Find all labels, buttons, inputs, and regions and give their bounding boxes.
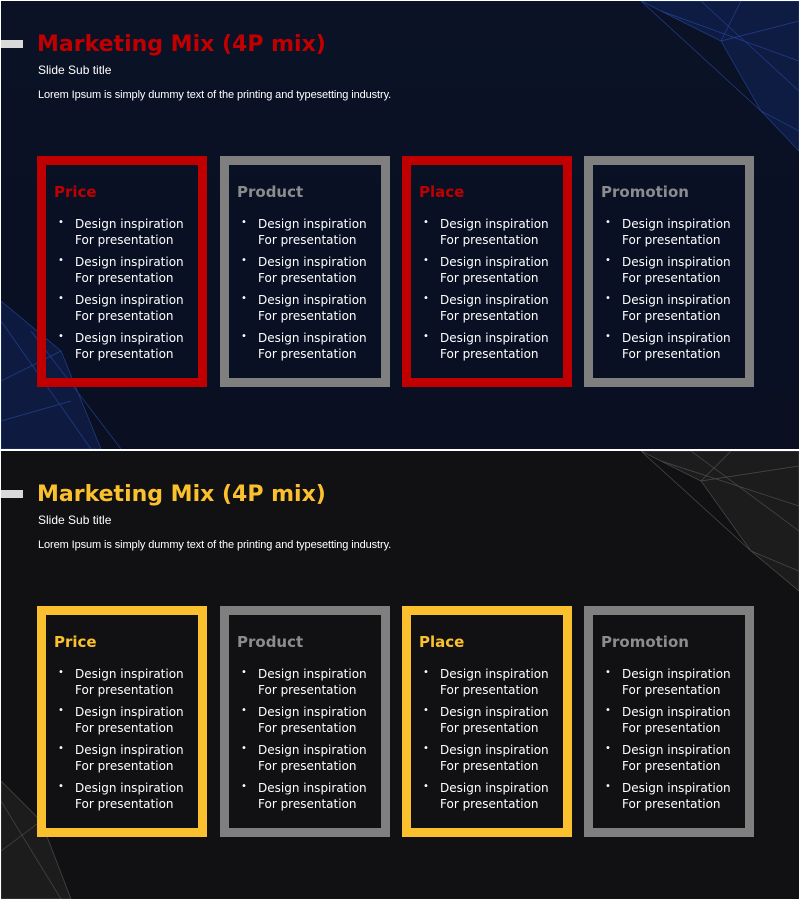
bullet-icon: • — [423, 743, 429, 754]
card-item-list — [419, 666, 549, 818]
item-line: Design inspiration — [258, 705, 367, 719]
card-title: Place — [419, 183, 465, 201]
bullet-icon: • — [423, 255, 429, 266]
list-item — [601, 330, 731, 362]
list-item — [601, 292, 731, 324]
item-line: Design inspiration — [258, 667, 367, 681]
slide-title: Marketing Mix (4P mix) — [37, 482, 326, 507]
card-place — [402, 606, 572, 837]
card-place — [402, 156, 572, 387]
list-item — [54, 330, 184, 362]
card-price — [37, 606, 207, 837]
item-line: For presentation — [622, 271, 721, 285]
list-item — [54, 216, 184, 248]
item-line: Design inspiration — [75, 293, 184, 307]
item-line: Design inspiration — [440, 781, 549, 795]
list-item — [54, 292, 184, 324]
card-item-list — [419, 216, 549, 368]
item-line: Design inspiration — [258, 743, 367, 757]
bullet-icon: • — [241, 667, 247, 678]
bullet-icon: • — [241, 781, 247, 792]
card-item-list — [54, 216, 184, 368]
list-item — [237, 742, 367, 774]
item-line: For presentation — [440, 309, 539, 323]
item-line: Design inspiration — [622, 293, 731, 307]
item-line: For presentation — [440, 759, 539, 773]
item-line: Design inspiration — [622, 217, 731, 231]
bullet-icon: • — [58, 743, 64, 754]
list-item — [601, 742, 731, 774]
item-line: Design inspiration — [622, 781, 731, 795]
item-line: For presentation — [440, 347, 539, 361]
list-item — [54, 704, 184, 736]
list-item — [237, 254, 367, 286]
item-line: For presentation — [622, 347, 721, 361]
list-item — [419, 216, 549, 248]
item-line: For presentation — [75, 309, 174, 323]
item-line: Design inspiration — [440, 217, 549, 231]
list-item — [601, 666, 731, 698]
bullet-icon: • — [241, 293, 247, 304]
item-line: Design inspiration — [75, 781, 184, 795]
list-item — [237, 216, 367, 248]
list-item — [419, 742, 549, 774]
item-line: For presentation — [258, 721, 357, 735]
item-line: Design inspiration — [440, 667, 549, 681]
item-line: For presentation — [258, 683, 357, 697]
card-title: Place — [419, 633, 465, 651]
bullet-icon: • — [423, 293, 429, 304]
card-promotion — [584, 606, 754, 837]
item-line: For presentation — [258, 347, 357, 361]
list-item — [54, 780, 184, 812]
item-line: Design inspiration — [622, 667, 731, 681]
card-item-list — [54, 666, 184, 818]
bullet-icon: • — [423, 781, 429, 792]
item-line: For presentation — [258, 309, 357, 323]
item-line: For presentation — [440, 271, 539, 285]
bullet-icon: • — [423, 217, 429, 228]
bullet-icon: • — [423, 331, 429, 342]
list-item — [601, 780, 731, 812]
list-item — [601, 254, 731, 286]
item-line: Design inspiration — [75, 331, 184, 345]
bullet-icon: • — [605, 331, 611, 342]
item-line: For presentation — [440, 721, 539, 735]
card-price — [37, 156, 207, 387]
slide-title: Marketing Mix (4P mix) — [37, 32, 326, 57]
card-item-list — [237, 216, 367, 368]
item-line: Design inspiration — [75, 217, 184, 231]
bullet-icon: • — [605, 667, 611, 678]
slide-red-theme — [1, 1, 799, 449]
bullet-icon: • — [605, 293, 611, 304]
card-item-list — [601, 216, 731, 368]
list-item — [601, 216, 731, 248]
list-item — [419, 254, 549, 286]
bullet-icon: • — [58, 217, 64, 228]
list-item — [54, 742, 184, 774]
card-product — [220, 606, 390, 837]
card-title: Price — [54, 633, 97, 651]
item-line: For presentation — [622, 233, 721, 247]
item-line: Design inspiration — [258, 293, 367, 307]
item-line: For presentation — [622, 759, 721, 773]
list-item — [419, 292, 549, 324]
list-item — [237, 330, 367, 362]
item-line: Design inspiration — [622, 331, 731, 345]
card-item-list — [601, 666, 731, 818]
item-line: Design inspiration — [622, 743, 731, 757]
bullet-icon: • — [423, 667, 429, 678]
slide-yellow-theme — [1, 451, 799, 899]
title-accent-bar — [1, 40, 23, 48]
slide-subtitle: Slide Sub title — [38, 513, 112, 527]
bullet-icon: • — [58, 331, 64, 342]
item-line: For presentation — [440, 797, 539, 811]
bullet-icon: • — [58, 667, 64, 678]
item-line: For presentation — [440, 683, 539, 697]
bullet-icon: • — [58, 781, 64, 792]
title-accent-bar — [1, 490, 23, 498]
item-line: For presentation — [622, 309, 721, 323]
item-line: For presentation — [75, 271, 174, 285]
item-line: For presentation — [258, 271, 357, 285]
item-line: Design inspiration — [258, 331, 367, 345]
item-line: Design inspiration — [440, 293, 549, 307]
bullet-icon: • — [241, 255, 247, 266]
bullet-icon: • — [605, 255, 611, 266]
list-item — [54, 254, 184, 286]
bullet-icon: • — [241, 331, 247, 342]
item-line: Design inspiration — [258, 217, 367, 231]
item-line: Design inspiration — [440, 705, 549, 719]
item-line: For presentation — [75, 759, 174, 773]
bullet-icon: • — [241, 743, 247, 754]
bullet-icon: • — [58, 255, 64, 266]
slide-description: Lorem Ipsum is simply dummy text of the printing and typesetting industry. — [38, 539, 392, 551]
bullet-icon: • — [241, 217, 247, 228]
list-item — [54, 666, 184, 698]
bullet-icon: • — [241, 705, 247, 716]
item-line: For presentation — [258, 759, 357, 773]
list-item — [237, 666, 367, 698]
card-promotion — [584, 156, 754, 387]
bullet-icon: • — [605, 743, 611, 754]
slide-description: Lorem Ipsum is simply dummy text of the printing and typesetting industry. — [38, 89, 392, 101]
list-item — [419, 780, 549, 812]
item-line: For presentation — [75, 233, 174, 247]
item-line: Design inspiration — [75, 255, 184, 269]
item-line: Design inspiration — [75, 667, 184, 681]
item-line: For presentation — [75, 683, 174, 697]
list-item — [419, 704, 549, 736]
item-line: Design inspiration — [75, 743, 184, 757]
card-title: Promotion — [601, 633, 689, 651]
item-line: Design inspiration — [440, 743, 549, 757]
list-item — [237, 704, 367, 736]
list-item — [237, 292, 367, 324]
bullet-icon: • — [605, 781, 611, 792]
item-line: Design inspiration — [622, 705, 731, 719]
item-line: Design inspiration — [440, 331, 549, 345]
item-line: For presentation — [258, 233, 357, 247]
card-item-list — [237, 666, 367, 818]
item-line: For presentation — [75, 797, 174, 811]
card-title: Promotion — [601, 183, 689, 201]
item-line: For presentation — [75, 721, 174, 735]
card-title: Price — [54, 183, 97, 201]
item-line: For presentation — [258, 797, 357, 811]
card-title: Product — [237, 633, 304, 651]
item-line: Design inspiration — [622, 255, 731, 269]
bullet-icon: • — [423, 705, 429, 716]
bullet-icon: • — [605, 217, 611, 228]
item-line: For presentation — [622, 721, 721, 735]
list-item — [419, 666, 549, 698]
item-line: For presentation — [622, 683, 721, 697]
bullet-icon: • — [58, 705, 64, 716]
item-line: For presentation — [622, 797, 721, 811]
list-item — [419, 330, 549, 362]
slide-subtitle: Slide Sub title — [38, 63, 112, 77]
item-line: Design inspiration — [440, 255, 549, 269]
card-product — [220, 156, 390, 387]
list-item — [237, 780, 367, 812]
list-item — [601, 704, 731, 736]
item-line: For presentation — [75, 347, 174, 361]
item-line: Design inspiration — [258, 255, 367, 269]
card-title: Product — [237, 183, 304, 201]
bullet-icon: • — [605, 705, 611, 716]
bullet-icon: • — [58, 293, 64, 304]
item-line: Design inspiration — [75, 705, 184, 719]
item-line: For presentation — [440, 233, 539, 247]
item-line: Design inspiration — [258, 781, 367, 795]
